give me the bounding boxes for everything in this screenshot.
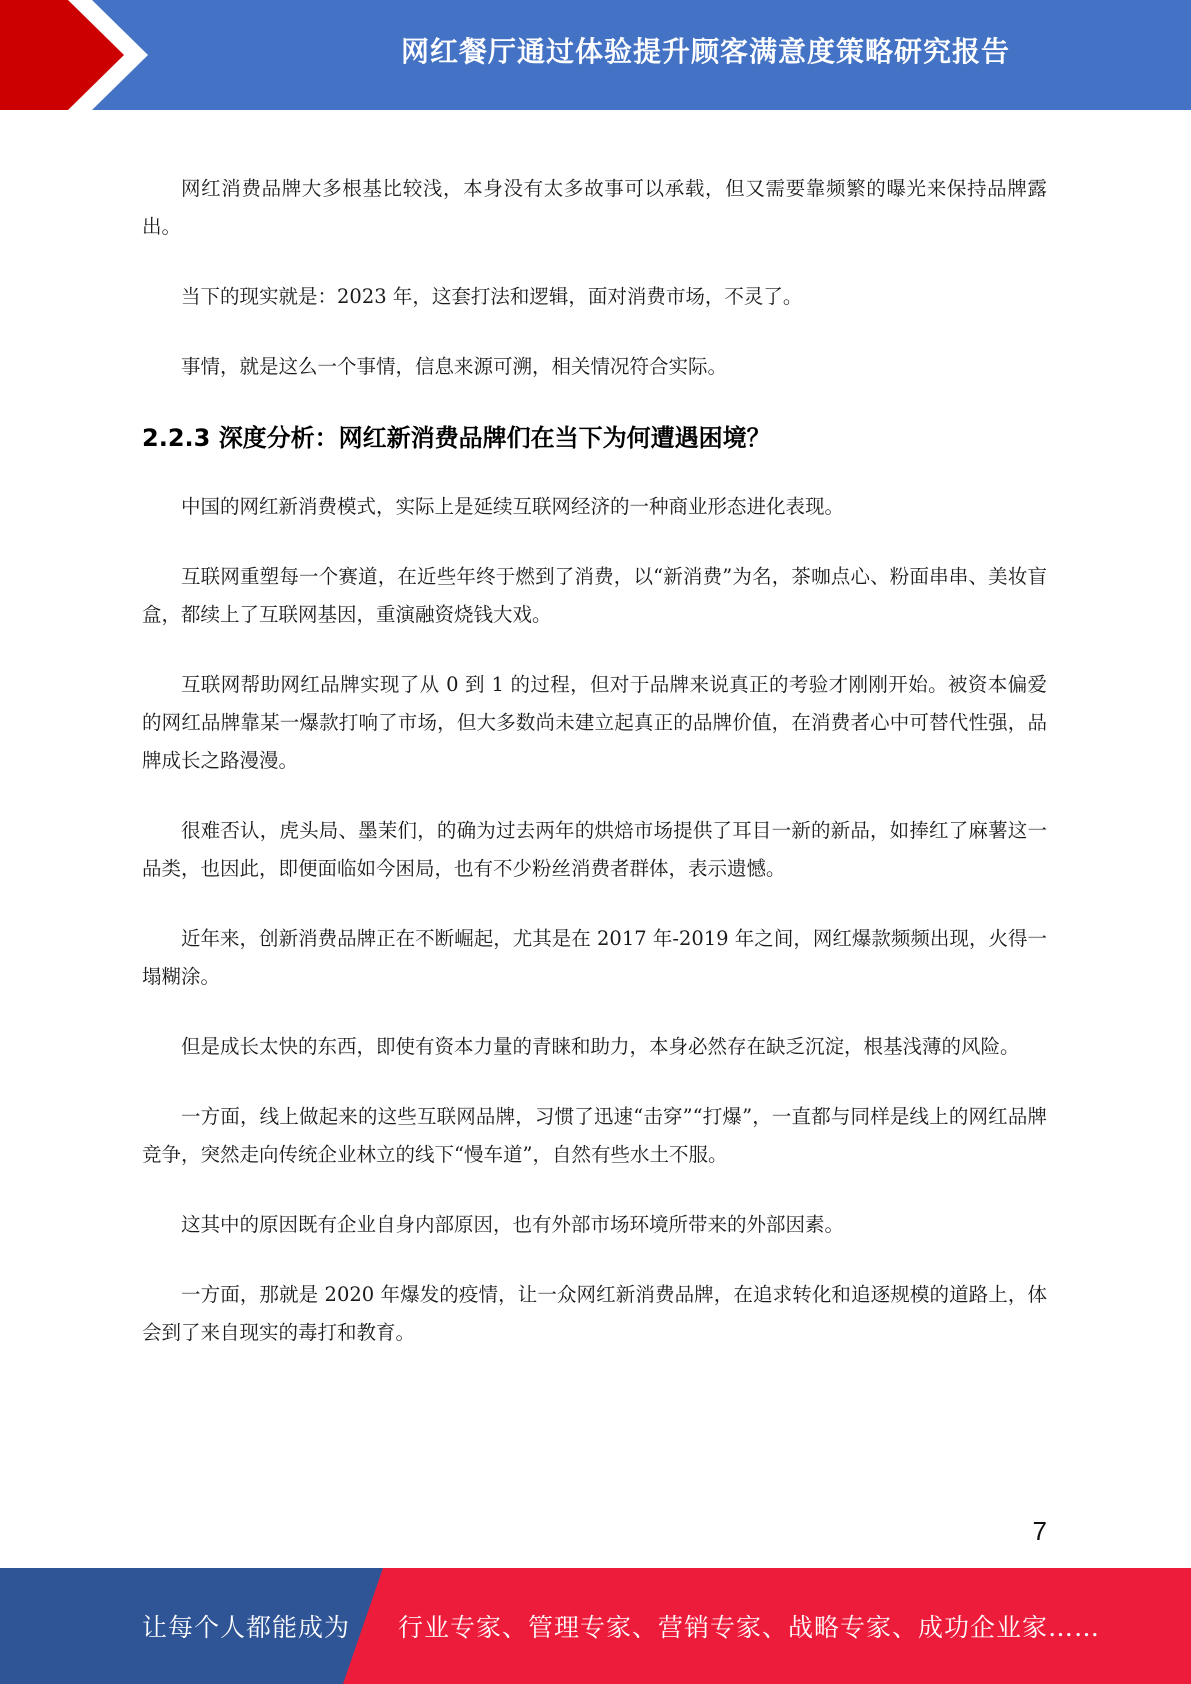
body-paragraph: 这其中的原因既有企业自身内部原因，也有外部市场环境所带来的外部因素。: [181, 1213, 845, 1236]
body-paragraph: 一方面，那就是 2020 年爆发的疫情，让一众网红新消费品牌，在追求转化和追逐规模的道路上，体会到了来自现实的毒打和教育。: [142, 1283, 1047, 1344]
body-paragraph: 中国的网红新消费模式，实际上是延续互联网经济的一种商业形态进化表现。: [181, 495, 845, 518]
page-number: 7: [1032, 1516, 1047, 1546]
body-paragraph: 互联网帮助网红品牌实现了从 0 到 1 的过程，但对于品牌来说真正的考验才刚刚开始。被资本偏爱的网红品牌靠某一爆款打响了市场，但大多数尚未建立起真正的品牌价值，在消费者心中可替代性强，品牌成长之路漫漫。: [142, 673, 1047, 772]
page-footer: [0, 1568, 1191, 1684]
page-header: [0, 0, 1191, 110]
report-title: 网红餐厅通过体验提升顾客满意度策略研究报告: [400, 35, 1010, 68]
body-paragraph: 近年来，创新消费品牌正在不断崛起，尤其是在 2017 年-2019 年之间，网红爆款频频出现，火得一塌糊涂。: [142, 927, 1047, 988]
body-paragraph: 互联网重塑每一个赛道，在近些年终于燃到了消费，以“新消费”为名，茶咖点心、粉面串串、美妆盲盒，都续上了互联网基因，重演融资烧钱大戏。: [142, 565, 1047, 626]
body-paragraph: 当下的现实就是：2023 年，这套打法和逻辑，面对消费市场，不灵了。: [181, 285, 803, 308]
footer-slogan-right: 行业专家、管理专家、营销专家、战略专家、成功企业家……: [398, 1613, 1101, 1642]
body-paragraph: 但是成长太快的东西，即使有资本力量的青睐和助力，本身必然存在缺乏沉淀，根基浅薄的风险。: [181, 1035, 1020, 1058]
body-paragraph: 网红消费品牌大多根基比较浅，本身没有太多故事可以承载，但又需要靠频繁的曝光来保持品牌露出。: [142, 177, 1047, 238]
section-heading: 2.2.3 深度分析：网红新消费品牌们在当下为何遭遇困境？: [142, 424, 771, 452]
body-paragraph: 事情，就是这么一个事情，信息来源可溯，相关情况符合实际。: [181, 355, 728, 378]
footer-slogan-left: 让每个人都能成为: [142, 1613, 351, 1642]
document-body: [142, 170, 1047, 1384]
body-paragraph: 很难否认，虎头局、墨茉们，的确为过去两年的烘焙市场提供了耳目一新的新品，如捧红了麻薯这一品类，也因此，即便面临如今困局，也有不少粉丝消费者群体，表示遗憾。: [142, 819, 1047, 880]
body-paragraph: 一方面，线上做起来的这些互联网品牌，习惯了迅速“击穿”“打爆”，一直都与同样是线上的网红品牌竞争，突然走向传统企业林立的线下“慢车道”，自然有些水土不服。: [142, 1105, 1047, 1166]
